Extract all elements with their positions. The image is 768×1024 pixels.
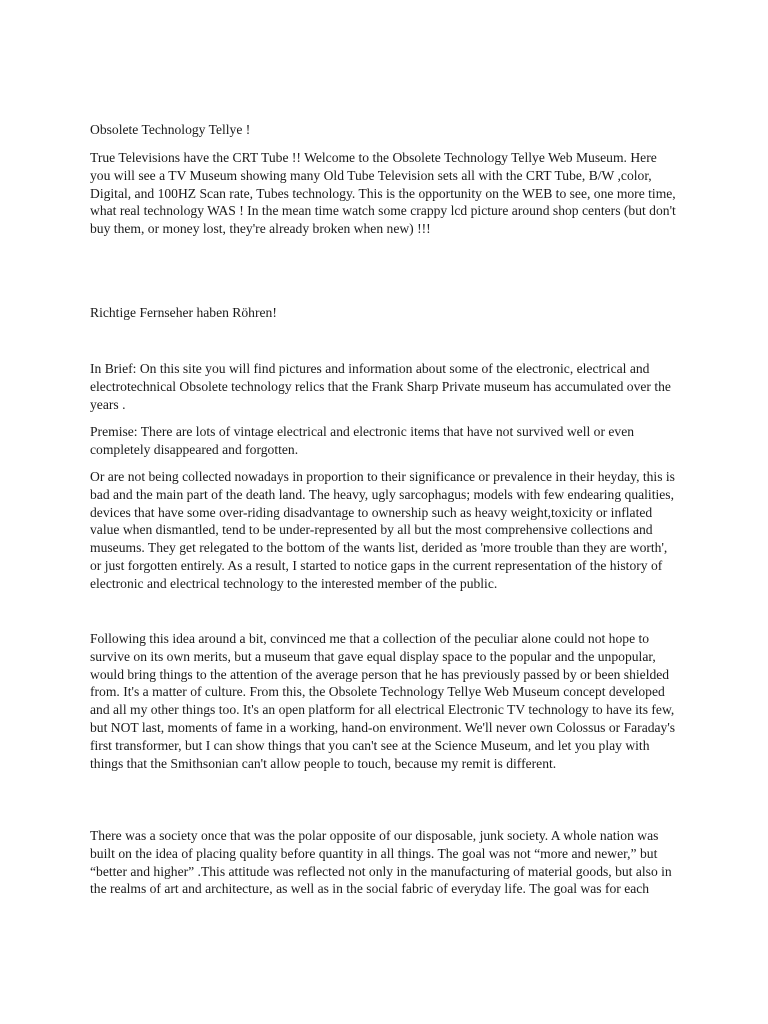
society-paragraph: There was a society once that was the polar opposite of our disposable, junk society. A whole nation was built on the idea of placing quality before quantity in all things. The goal was not “more and newer,” but “better and higher” .This attitude was reflected not only in the manufacturing of material goods, but also in the realms of art and architecture, as well as in the social fabric of everyday life. The goal was for each [90,828,672,897]
premise-paragraph: Premise: There are lots of vintage electrical and electronic items that have not survived well or even completely disappeared and forgotten. [90,424,635,457]
collecting-paragraph: Or are not being collected nowadays in proportion to their significance or prevalence in their heyday, this is bad and the main part of the death land. The heavy, ugly sarcophagus; models with few endearing qualities, devices that have some over-riding disadvantage to ownership such as heavy weight,toxicity or inflated value when dismantled, tend to be under-represented by all but the most comprehensive collections and museums. They get relegated to the bottom of the wants list, derided as 'more trouble than they are worth', or just forgotten entirely. As a result, I started to notice gaps in the current representation of the history of electronic and electrical technology to the interested member of the public. [90,469,675,591]
in-brief-paragraph: In Brief: On this site you will find pictures and information about some of the electronic, electrical and electrotechnical Obsolete technology relics that the Frank Sharp Private museum has accumulated over the years . [90,361,671,412]
document-title: Obsolete Technology Tellye ! [90,122,251,137]
intro-paragraph: True Televisions have the CRT Tube !! Welcome to the Obsolete Technology Tellye Web Museum. Here you will see a TV Museum showing many Old Tube Television sets all with the CRT Tube, B/W ,color, Digital, and 100HZ Scan rate, Tubes technology. This is the opportunity on the WEB to see, one more time, what real technology WAS ! In the mean time watch some crappy lcd picture around shop centers (but don't buy them, or money lost, they're already broken when new) !!! [90,150,676,237]
following-paragraph: Following this idea around a bit, convinced me that a collection of the peculiar alone could not hope to survive on its own merits, but a museum that gave equal display space to the popular and the unpopular, would bring things to the attention of the average person that he has previously passed by or been shielded from. It's a matter of culture. From this, the Obsolete Technology Tellye Web Museum concept developed and all my other things too. It's an open platform for all electrical Electronic TV technology to have its few, but NOT last, moments of fame in a working, hand-on environment. We'll never own Colossus or Faraday's first transformer, but I can show things that you can't see at the Science Museum, and let you play with things that the Smithsonian can't allow people to touch, because my remit is different. [90,631,676,771]
german-heading: Richtige Fernseher haben Röhren! [90,305,277,320]
